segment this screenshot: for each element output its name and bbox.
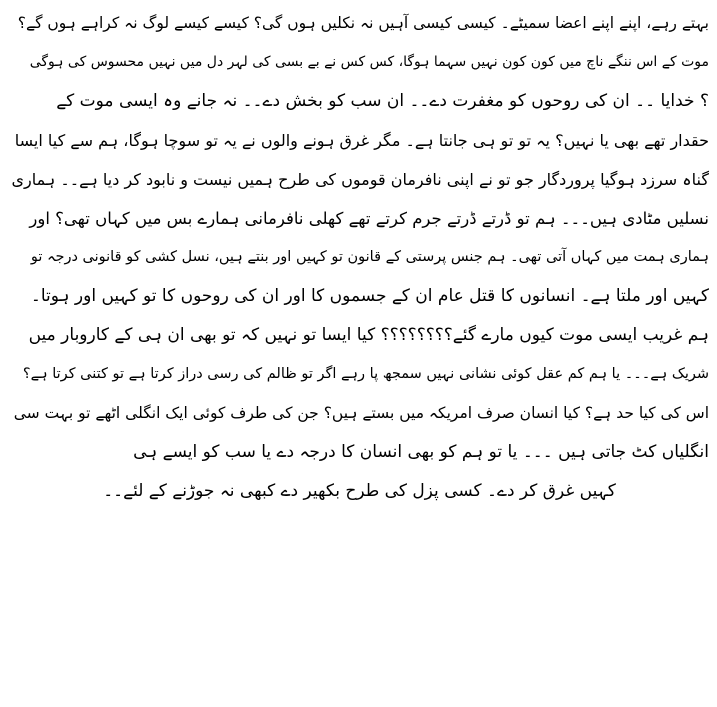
text-line-7: ہماری ہمت میں کہاں آتی تھی۔ ہم جنس پرستی کے قانون تو کہیں اور بنتے ہیں، نسل کشی کو قانونی درجہ تو [30,249,709,265]
text-line-9: ہم غریب ایسی موت کیوں مارے گئے؟؟؟؟؟؟؟؟ کیا ایسا تو نہیں کہ تو بھی ان ہی کے کاروبار میں [28,325,709,345]
text-line-10: شریک ہے۔۔۔ یا ہم کم عقل کوئی نشانی نہیں سمجھ پا رہے اگر تو ظالم کی رسی دراز کرتا ہے تو کتنی کرتا ہے؟ [22,366,709,382]
text-line-5: گناہ سرزد ہوگیا پروردگار جو تو نے اپنی نافرمان قوموں کی طرح ہمیں نیست و نابود کر دیا ہے۔۔ ہماری [11,170,709,189]
text-line-2: موت کے اس ننگے ناچ میں کون کون نہیں سہما ہوگا، کس کس نے بے بسی کی لہر دل میں نہیں محسوس کی ہوگی [29,54,709,70]
text-line-4: حقدار تھے بھی یا نہیں؟ یہ تو تو ہی جانتا ہے۔ مگر غرق ہونے والوں نے یہ تو سوچا ہوگا، ہم سے کیا ایسا [14,131,709,150]
text-line-1: بہتے رہے، اپنے اپنے اعضا سمیٹے۔ کیسی کیسی آہیں نہ نکلیں ہوں گی؟ کیسے کیسے لوگ نہ کراہے ہوں گے؟ [17,14,709,32]
text-line-13: کہیں غرق کر دے۔ کسی پزل کی طرح بکھیر دے کبھی نہ جوڑنے کے لئے۔۔ [103,481,616,501]
text-line-11: اس کی کیا حد ہے؟ کیا انسان صرف امریکہ میں بستے ہیں؟ جن کی طرف کوئی ایک انگلی اٹھے تو بہت سی [13,404,709,422]
text-line-3: ؟ خدایا ۔۔ ان کی روحوں کو مغفرت دے۔۔ ان سب کو بخش دے۔۔ نہ جانے وہ ایسی موت کے [56,91,709,111]
text-line-12: انگلیاں کٹ جاتی ہیں ۔۔۔ یا تو ہم کو بھی انسان کا درجہ دے یا سب کو ایسے ہی [133,442,709,462]
urdu-paragraph [10,4,709,511]
text-line-8: کہیں اور ملتا ہے۔ انسانوں کا قتل عام ان کے جسموں کا اور ان کی روحوں کا تو کہیں اور ہوتا۔ [30,286,709,306]
text-line-6: نسلیں مٹادی ہیں۔۔۔ ہم تو ڈرتے ڈرتے جرم کرتے تھے کھلی نافرمانی ہمارے بس میں کہاں تھی؟ اور [29,209,709,228]
